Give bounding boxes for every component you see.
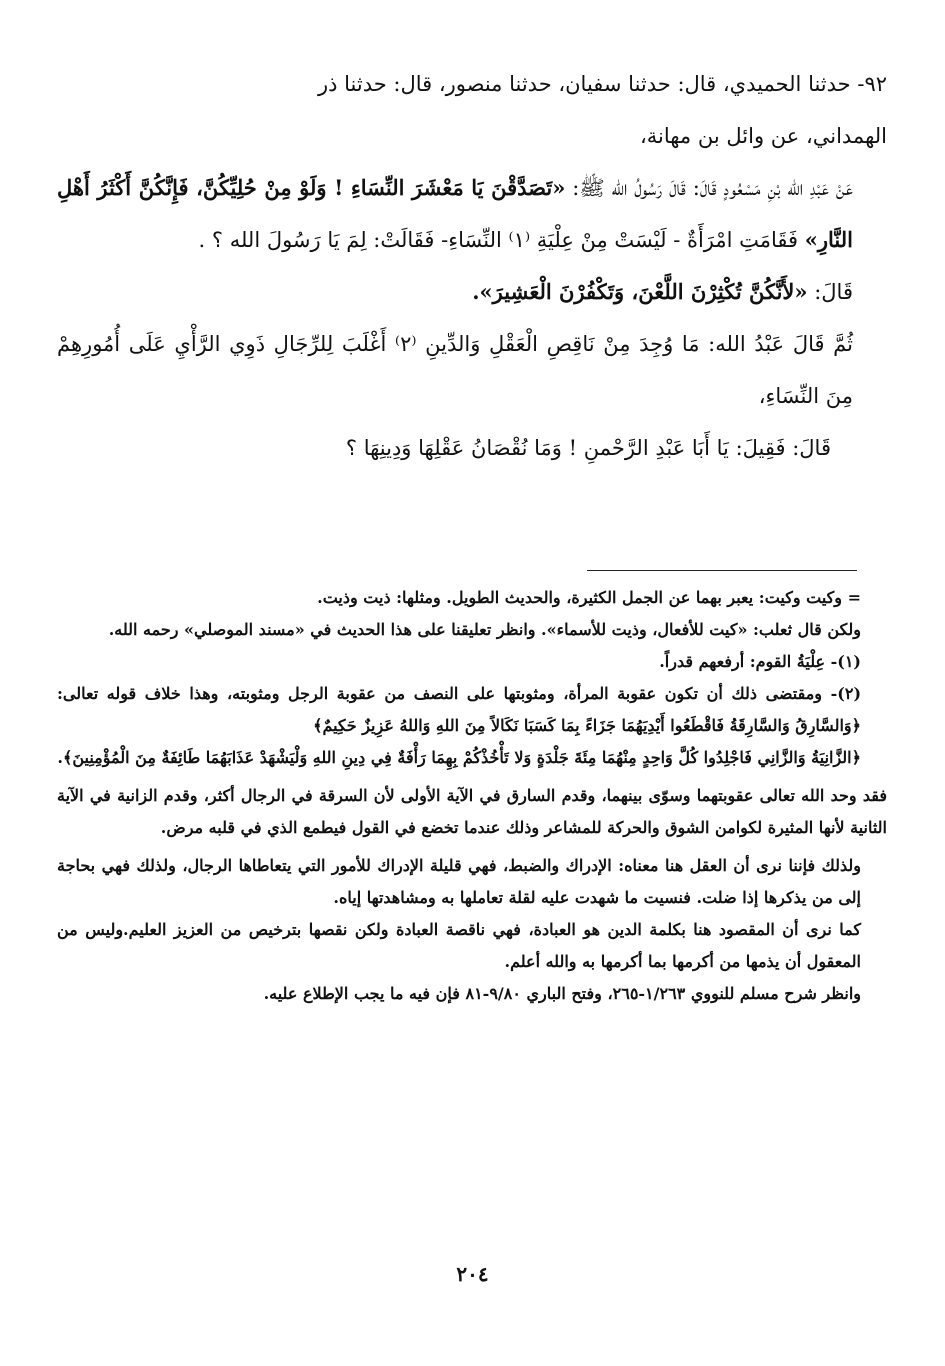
- hadith-matn-paragraph: [57, 162, 887, 266]
- footnote-continuation: = وكيت وكيت: يعبر بهما عن الجمل الكثيرة، والحديث الطويل. ومثلها: ذيت وذيت.: [317, 588, 861, 607]
- prophet-saying: «تَصَدَّقْنَ يَا مَعْشَرَ النِّسَاءِ ! وَلَوْ مِنْ حُلِيِّكُنَّ، فَإِنَّكُنَّ أَكْثَرُ أَهْلِ النَّارِ»: [57, 175, 853, 252]
- hadith-isnad-continuation: الهمداني، عن وائل بن مهانة،: [639, 124, 887, 148]
- footnote-thaalab: ولكن قال ثعلب: «كيت للأفعال، وذيت للأسماء». وانظر تعليقنا على هذا الحديث في «مسند الموصلي» رحمه الله.: [108, 620, 861, 639]
- footnote-2-intellect: ولذلك فإننا نرى أن العقل هنا معناه: الإدراك والضبط، فهي قليلة الإدراك للأمور التي يتعاطاها الرجال، ولذلك فهي بحاجة إلى من يذكرها إذا ضلت. فنسيت ما شهدت عليه لقلة تعاملها به ومشاهدتها إياه.: [57, 856, 861, 907]
- footnote-2-explanation: فقد وحد الله تعالى عقوبتهما وسوّى بينهما، وقدم السارق في الآية الأولى لأن السرقة في الرجال أكثر، وقدم الزانية في الآية الثانية لأنها المثيرة لكوامن الشوق والحركة للمشاعر وذلك عندما تخضع في القول فيطمع الذي في قلبه مرض.: [57, 786, 887, 837]
- footnote-2-verse: ﴿الزَّانِيَةُ وَالزَّانِي فَاجْلِدُوا كُلَّ وَاحِدٍ مِنْهُمَا مِئَةَ جَلْدَةٍ وَلا تَأْخُذْكُمْ بِهِمَا رَأْفَةٌ فِي دِينِ اللهِ وَلْيَشْهَدْ عَذَابَهُمَا طَائِفَةٌ مِنَ الْمُؤْمِنِينَ﴾.: [57, 748, 861, 767]
- hadith-text: [57, 58, 887, 474]
- page-number: ٢٠٤: [456, 1262, 489, 1286]
- final-question: قَالَ: فَقِيلَ: يَا أَبَا عَبْدِ الرَّحْمنِ ! وَمَا نُقْصَانُ عَقْلِهَا وَدِينِهَا ؟: [345, 436, 831, 460]
- footnotes: [57, 582, 887, 1010]
- hadith-answer-paragraph: [57, 266, 887, 318]
- footnote-2-references: وانظر شرح مسلم للنووي ١/٢٦٣-٢٦٥، وفتح الباري ٩/٨٠-٨١ فإن فيه ما يجب الإطلاع عليه.: [263, 984, 861, 1003]
- hadith-woman-question: فَقَامَتِ امْرَأَةٌ - لَيْسَتْ مِنْ عِلْيَةِ ⁽١⁾ النِّسَاءِ- فَقَالَتْ: لِمَ يَا رَسُولَ الله ؟ .: [198, 228, 805, 252]
- answer-intro: قَالَ:: [807, 280, 853, 304]
- abdullah-statement: ثُمَّ قَالَ عَبْدُ الله: مَا وُجِدَ مِنْ نَاقِصِ الْعَقْلِ وَالدِّينِ ⁽٢⁾ أَغْلَبَ لِلرِّجَالِ ذَوِي الرَّأْيِ عَلَى أُمُورِهِمْ مِنَ النِّسَاءِ،: [57, 332, 853, 408]
- footnote-separator: [587, 570, 857, 571]
- hadith-narrator-intro: عَنْ عَبْدِ الله بْنِ مَسْعُودٍ قَالَ: قَالَ رَسُولُ الله ﷺ:: [565, 176, 853, 200]
- footnote-2: (٢)- ومقتضى ذلك أن تكون عقوبة المرأة، ومثوبتها على النصف من عقوبة الرجل ومثوبته، وهذا خلاف قوله تعالى: ﴿وَالسَّارِقُ وَالسَّارِقَةُ فَاقْطَعُوا أَيْدِيَهُمَا جَزَاءً بِمَا كَسَبَا نَكَالاً مِنَ اللهِ وَاللهُ عَزِيزٌ حَكِيمٌ﴾: [57, 684, 862, 735]
- footnote-2-religion: كما نرى أن المقصود هنا بكلمة الدين هو العبادة، فهي ناقصة العبادة ولكن نقصها بترخيص من العزيز العليم.وليس من المعقول أن يذمها من أكرمها بما أكرمها به والله أعلم.: [57, 920, 862, 971]
- hadith-isnad-line: ٩٢- حدثنا الحميدي، قال: حدثنا سفيان، حدثنا منصور، قال: حدثنا ذر: [317, 72, 887, 96]
- prophet-answer: «لأَنَّكُنَّ تُكْثِرْنَ اللَّعْنَ، وَتَكْفُرْنَ الْعَشِيرَ».: [472, 279, 808, 304]
- footnote-1: (١)- عِلْيَةُ القوم: أرفعهم قدراً.: [659, 652, 861, 671]
